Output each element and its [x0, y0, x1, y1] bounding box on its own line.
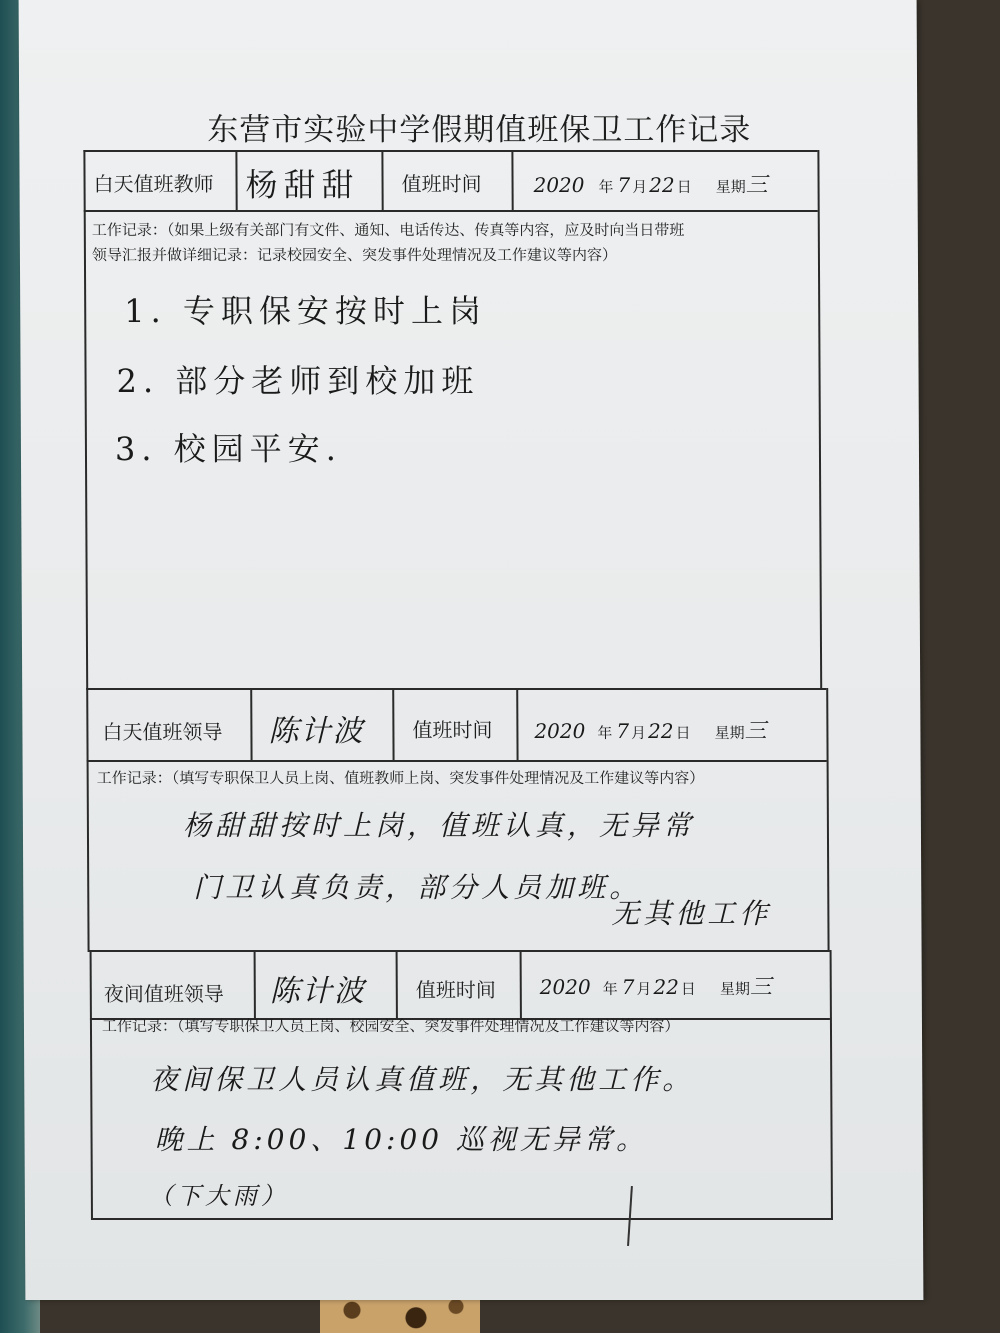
- background-fabric: [320, 1295, 480, 1333]
- table-line: [830, 950, 833, 1220]
- table-line: [511, 150, 513, 212]
- table-line: [381, 150, 383, 212]
- handwritten-signature: 无其他工作: [611, 897, 772, 930]
- duty-date: 2020 年 7 月22 日 星期三: [539, 975, 773, 1000]
- handwritten-entry: 1. 专职保安按时上岗: [124, 292, 488, 330]
- table-line: [250, 688, 252, 762]
- day-leader-name: 陈计波: [268, 714, 365, 749]
- table-line: [396, 950, 398, 1020]
- night-leader-label: 夜间值班领导: [103, 982, 224, 1006]
- table-line: [254, 950, 256, 1020]
- table-line: [826, 688, 829, 952]
- table-line: [516, 688, 518, 762]
- table-line: [87, 760, 827, 762]
- handwritten-entry: 夜间保卫人员认真值班，无其他工作。: [150, 1063, 695, 1096]
- table-line: [817, 150, 822, 690]
- handwritten-entry: 门卫认真负责，部分人员加班。: [193, 871, 642, 904]
- table-line: [235, 150, 237, 212]
- handwritten-entry: 3. 校园平安.: [114, 430, 342, 468]
- pen-stroke: [627, 1186, 633, 1246]
- day-teacher-label: 白天值班教师: [93, 172, 214, 196]
- work-record-instructions: 工作记录：（填写专职保卫人员上岗、值班教师上岗、突发事件处理情况及工作建议等内容）: [96, 769, 705, 787]
- table-line: [84, 210, 818, 212]
- table-line: [93, 1218, 833, 1220]
- work-record-instructions: 领导汇报并做详细记录：记录校园安全、突发事件处理情况及工作建议等内容）: [91, 246, 617, 264]
- duty-time-label: 值班时间: [412, 718, 493, 742]
- page-title: 东营市实验中学假期值班保卫工作记录: [207, 112, 752, 148]
- record-page: [19, 0, 924, 1300]
- table-line: [392, 688, 394, 762]
- day-teacher-name: 杨甜甜: [245, 166, 360, 204]
- duty-date: 2020 年 7 月22 日 星期三: [534, 719, 767, 744]
- table-line: [520, 950, 522, 1020]
- handwritten-entry: （下大雨）: [148, 1182, 289, 1210]
- table-line: [90, 950, 93, 1220]
- day-leader-label: 白天值班领导: [102, 720, 223, 744]
- duty-time-label: 值班时间: [415, 978, 496, 1002]
- handwritten-entry: 杨甜甜按时上岗，值班认真，无异常: [182, 809, 696, 842]
- handwritten-entry: 2. 部分老师到校加班: [116, 362, 480, 400]
- table-line: [86, 688, 826, 690]
- table-line: [83, 150, 88, 690]
- duty-date: 2020 年 7 月22 日 星期三: [533, 173, 768, 198]
- night-leader-name: 陈计波: [269, 974, 366, 1009]
- table-line: [83, 150, 817, 152]
- handwritten-entry: 晚上 8:00、10:00 巡视无异常。: [154, 1123, 649, 1156]
- duty-time-label: 值班时间: [401, 172, 482, 196]
- table-line: [86, 688, 89, 952]
- table-line: [90, 950, 830, 952]
- work-record-instructions: 工作记录：（填写专职保卫人员上岗、校园安全、突发事件处理情况及工作建议等内容）: [101, 1017, 680, 1035]
- work-record-instructions: 工作记录：（如果上级有关部门有文件、通知、电话传达、传真等内容，应及时向当日带班: [91, 221, 685, 239]
